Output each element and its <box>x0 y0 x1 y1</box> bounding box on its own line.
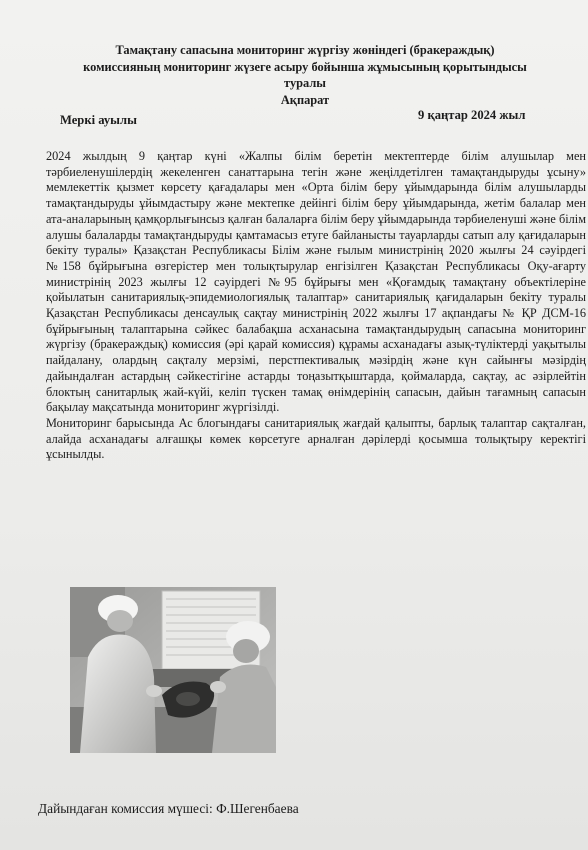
signature-line: Дайындаған комиссия мүшесі: Ф.Шегенбаева <box>38 801 299 816</box>
title-line-3: туралы <box>284 76 326 90</box>
document-place: Меркі ауылы <box>60 113 137 127</box>
title-line-2: комиссияның мониторинг жүзеге асыру бойынша жұмысының қорытындысы <box>83 59 527 74</box>
document-title <box>40 42 570 108</box>
document-body <box>46 149 586 463</box>
kitchen-photo-image <box>70 587 276 753</box>
title-line-4: Ақпарат <box>280 92 330 107</box>
monitoring-photo <box>70 587 276 753</box>
title-line-1: Тамақтану сапасына мониторинг жүргізу жөніндегі (бракераждық) <box>115 43 495 57</box>
body-paragraph-1: 2024 жылдың 9 қаңтар күні «Жалпы білім беретін мектептерде білім алушылар мен тәрбиеленушілердің жекеленген санаттарына тегін және жеңілдетілген тамақтандыруды ұсыну» мемлекеттік қызмет көрсету қағадалары мен «Орта білім беру ұйымдарында білім алушыларды тамақтандыруды ұйымдастыру және мектепке дейінгі білім беру ұйымдарында, жетім балалар мен ата-аналарының қамқорлығынсыз қалған балаларға білім беру ұйымдарында тәрбиеленуші және білім алушы балаларды тамақтандыруды қамтамасыз етуге байланысты тауарларды сатып алу қағидаларын бекіту туралы» Қазақстан Республикасы Білім және ғылым министрінің 2020 жылғы 24 сәуірдегі №158 бұйрығына өзгерістер мен толықтырулар енгізілген Қазақстан Республикасы Оқу-ағарту министрінің 2023 жылғы 12 сәуірдегі №95 бұйрығы мен «Қоғамдық тамақтану объектілеріне қойылатын санитариялық-эпидемиологиялық талаптар» санитариялық қағидаларын бекіту туралы Қазақстан Республикасы денсаулық сақтау министрінің 2022 жылғы 17 ақпандағы № ҚР ДСМ-16 бұйрығының талаптарына сәйкес балабақша асханасына тамақтандырудың сапасына мониторинг жүргізу (бракераждық) комиссия (әрі қарай комиссия) құрамы асханадағы азық-түліктерді уақытылы пайдалану, олардың сақталу мерзімі, перстпективалық мәзірдің және күн сайынғы мәзірдің дайындалған астардың сәйкестігіне астарды тоңазытқыштарда, қоймаларда, сақтау, ас әзірлейтін блоктың санитарлық жай-күйі, келіп түскен тамақ өнімдерінің сапасын, дайын тағамның сапасын бақылау мақсатында мониторинг жүргізілді. <box>46 149 586 415</box>
body-paragraph-2: Мониторинг барысында Ас блогындағы санитариялық жағдай қалыпты, барлық талаптар сақталған, алайда асханадағы алғашқы көмек көрсетуге арналған дәрілерді қосымша толықтыру керектігі ұсынылды. <box>46 415 586 462</box>
document-date: 9 қаңтар 2024 жыл <box>418 108 526 122</box>
